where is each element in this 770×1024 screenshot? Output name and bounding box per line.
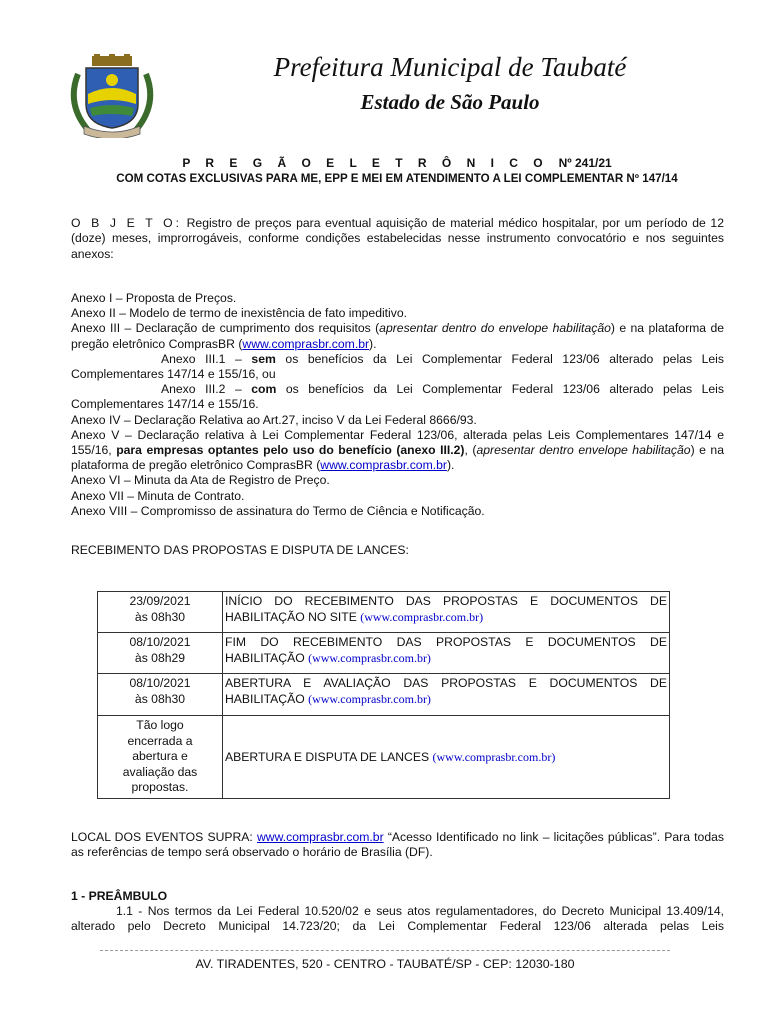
objeto-paragraph: O B J E T O: Registro de preços para eventual aquisição de material médico hospitalar, por um período de 12 (doze) meses, improrrogáveis, conforme condições estabelecidas nesse instrumento convocatório e nos seguintes anexos: (71, 216, 724, 261)
schedule-event: FIM DO RECEBIMENTO DAS PROPOSTAS E DOCUMENTOS DE HABILITAÇÃO (www.comprasbr.com.br) (223, 633, 670, 674)
comprasbr-link[interactable]: (www.comprasbr.com.br) (360, 609, 484, 624)
annex-subitem-cont: Complementares 147/14 e 155/16, ou (71, 367, 276, 382)
comprasbr-link[interactable]: www.comprasbr.com.br (320, 458, 447, 473)
table-row (98, 633, 670, 674)
procurement-number: Nº 241/21 (558, 156, 612, 170)
annex-list (71, 291, 724, 519)
annex-item: Anexo V – Declaração relativa à Lei Complementar Federal 123/06, alterada pelas Leis Complementares 147/14 e 155/16, para empresas optantes pelo uso do benefício (anexo III.2), (apresentar dentro envelope habilitação) e na plataforma de pregão eletrônico ComprasBR (www.comprasbr.com.br). (71, 427, 724, 473)
footer-divider (100, 950, 670, 951)
table-row (98, 716, 670, 799)
annex-item: Anexo VII – Minuta de Contrato. (71, 488, 245, 503)
table-row (98, 592, 670, 633)
schedule-date: 08/10/2021 às 08h30 (98, 674, 223, 716)
schedule-date: 08/10/2021 às 08h29 (98, 633, 223, 674)
procurement-quota-note: COM COTAS EXCLUSIVAS PARA ME, EPP E MEI EM ATENDIMENTO A LEI COMPLEMENTAR Nº 147/14 (116, 172, 678, 185)
procurement-type: P R E G Ã O E L E T R Ô N I C O Nº 241/21 (182, 156, 612, 170)
comprasbr-link[interactable]: (www.comprasbr.com.br) (308, 650, 431, 665)
schedule-event: ABERTURA E AVALIAÇÃO DAS PROPOSTAS E DOCUMENTOS DE HABILITAÇÃO (www.comprasbr.com.br) (223, 674, 670, 716)
comprasbr-link[interactable]: www.comprasbr.com.br (242, 336, 370, 351)
annex-item: Anexo III – Declaração de cumprimento dos requisitos (apresentar dentro do envelope habilitação) e na plataforma de pregão eletrônico ComprasBR (www.comprasbr.com.br). (71, 321, 725, 351)
annex-subitem: Anexo III.1 – sem os benefícios da Lei Complementar Federal 123/06 alterado pelas Leis (161, 351, 724, 366)
comprasbr-link[interactable]: www.comprasbr.com.br (257, 830, 384, 844)
preambulo-paragraph: 1.1 - Nos termos da Lei Federal 10.520/02 e seus atos regulamentadores, do Decreto Municipal 13.409/14, alterado pelo Decreto Municipal 14.723/20; da Lei Complementar Federal 123/06 alterada pelas Leis (71, 904, 724, 934)
annex-item: Anexo I – Proposta de Preços. (71, 291, 237, 305)
annex-subitem: Anexo III.2 – com os benefícios da Lei Complementar Federal 123/06 alterado pelas Leis (161, 382, 724, 397)
comprasbr-link[interactable]: (www.comprasbr.com.br) (308, 691, 431, 706)
annex-subitem-cont: Complementares 147/14 e 155/16. (71, 397, 259, 412)
schedule-date: Tão logo encerrada a abertura e avaliação das propostas. (98, 716, 223, 799)
annex-item: Anexo II – Modelo de termo de inexistência de fato impeditivo. (71, 306, 408, 321)
schedule-date: 23/09/2021 às 08h30 (98, 592, 223, 633)
comprasbr-link[interactable]: (www.comprasbr.com.br) (432, 749, 556, 764)
schedule-heading: RECEBIMENTO DAS PROPOSTAS E DISPUTA DE LANCES: (71, 543, 409, 557)
schedule-event: INÍCIO DO RECEBIMENTO DAS PROPOSTAS E DOCUMENTOS DE HABILITAÇÃO NO SITE (www.comprasbr.com.br) (223, 592, 670, 633)
annex-item: Anexo IV – Declaração Relativa ao Art.27, inciso V da Lei Federal 8666/93. (71, 412, 477, 427)
annex-item: Anexo VIII – Compromisso de assinatura do Termo de Ciência e Notificação. (71, 503, 485, 518)
page-title: Prefeitura Municipal de Taubaté (273, 52, 627, 82)
schedule-event: ABERTURA E DISPUTA DE LANCES (www.comprasbr.com.br) (223, 716, 670, 799)
page-subtitle: Estado de São Paulo (360, 90, 540, 114)
annex-item: Anexo VI – Minuta da Ata de Registro de Preço. (71, 473, 330, 488)
local-paragraph: LOCAL DOS EVENTOS SUPRA: www.comprasbr.com.br “Acesso Identificado no link – licitações públicas”. Para todas as referências de tempo será observado o horário de Brasília (DF). (71, 830, 724, 860)
objeto-label: O B J E T O: (71, 216, 182, 230)
schedule-table (97, 591, 670, 799)
section-heading: 1 - PREÂMBULO (71, 889, 168, 903)
footer-address: AV. TIRADENTES, 520 - CENTRO - TAUBATÉ/SP - CEP: 12030-180 (195, 957, 575, 971)
table-row (98, 674, 670, 716)
